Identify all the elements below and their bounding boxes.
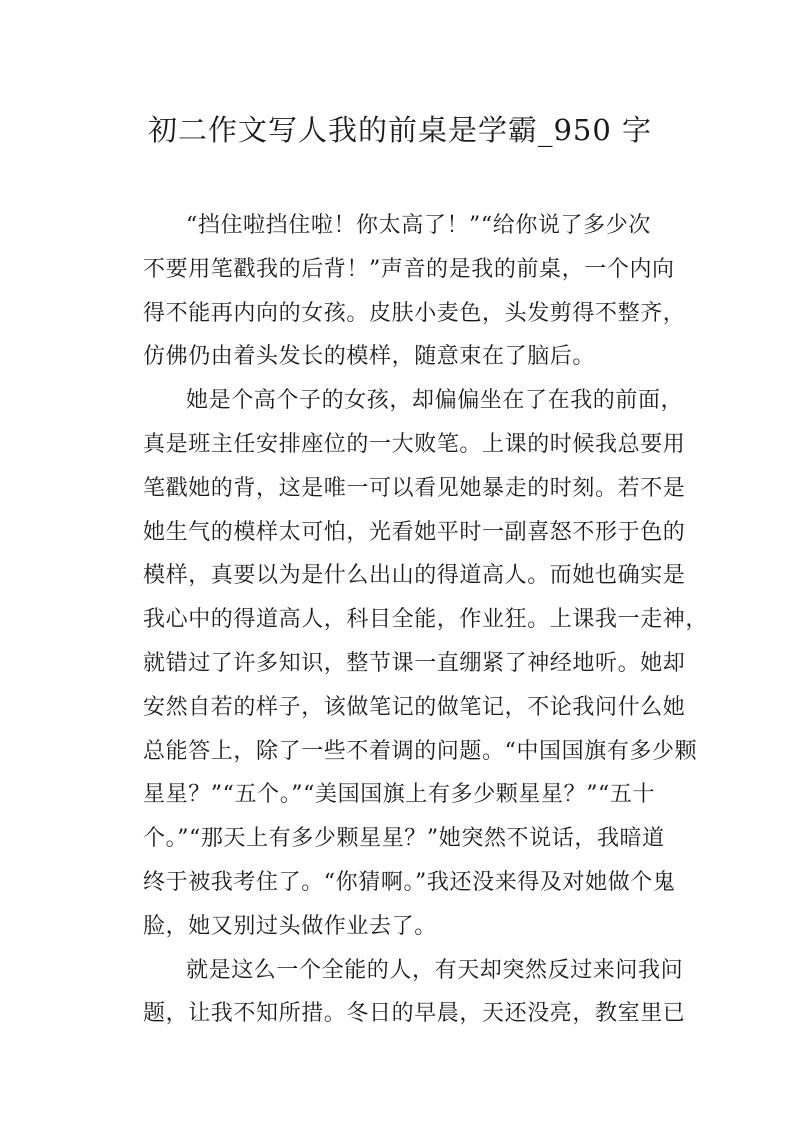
- document-title: 初二作文写人我的前桌是学霸_950 字: [147, 113, 653, 147]
- text-line: 得不能再内向的女孩。皮肤小麦色，头发剪得不整齐，: [143, 300, 686, 326]
- text-line: 她生气的模样太可怕，光看她平时一副喜怒不形于色的: [143, 519, 686, 545]
- text-line: 就是这么一个全能的人，有天却突然反过来问我问: [186, 957, 684, 983]
- text-line: 脸，她又别过头做作业去了。: [143, 913, 437, 939]
- text-line: 笔戳她的背，这是唯一可以看见她暴走的时刻。若不是: [143, 475, 686, 501]
- text-line: 题，让我不知所措。冬日的早晨，天还没亮，教室里已: [143, 1001, 686, 1027]
- text-line: 就错过了许多知识，整节课一直绷紧了神经地听。她却: [143, 650, 686, 676]
- text-line: 我心中的得道高人，科目全能，作业狂。上课我一走神，: [143, 607, 709, 633]
- text-line: 终于被我考住了。“你猜啊。”我还没来得及对她做个鬼: [143, 869, 676, 895]
- text-line: 模样，真要以为是什么出山的得道高人。而她也确实是: [143, 563, 686, 589]
- text-line: 总能答上，除了一些不着调的问题。“中国国旗有多少颗: [143, 738, 698, 764]
- text-line: 仿佛仍由着头发长的模样，随意束在了脑后。: [143, 344, 596, 370]
- text-line: 个。”“那天上有多少颗星星？”她突然不说话，我暗道: [143, 826, 665, 852]
- text-line: 安然自若的样子，该做笔记的做笔记，不论我问什么她: [143, 694, 686, 720]
- text-line: 真是班主任安排座位的一大败笔。上课的时候我总要用: [143, 431, 686, 457]
- text-line: 不要用笔戳我的后背！”声音的是我的前桌，一个内向: [143, 256, 675, 282]
- text-line: 星星？”“五个。”“美国国旗上有多少颗星星？”“五十: [143, 782, 656, 808]
- text-line: 她是个高个子的女孩，却偏偏坐在了在我的前面，: [186, 388, 684, 414]
- text-line: “挡住啦挡住啦！你太高了！”“给你说了多少次: [186, 213, 651, 238]
- document-body: [143, 204, 709, 1036]
